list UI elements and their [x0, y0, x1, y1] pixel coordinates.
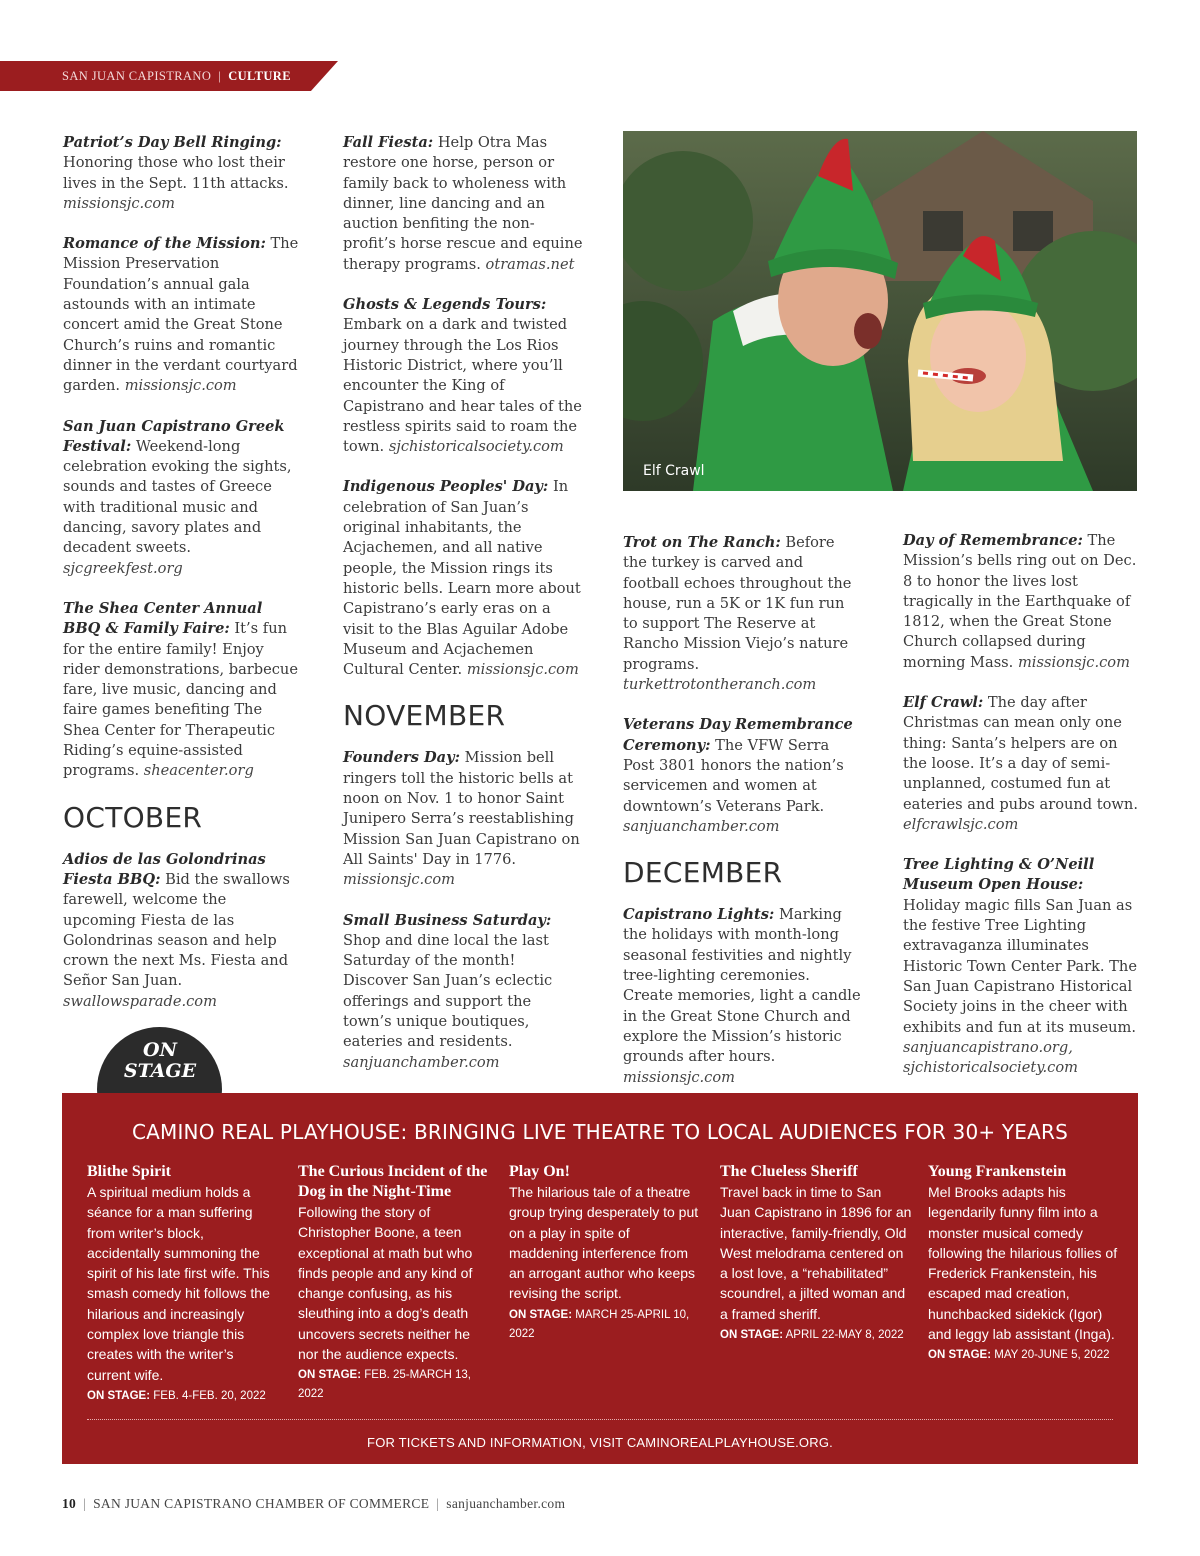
section-header: SAN JUAN CAPISTRANO | CULTURE	[62, 69, 291, 83]
events-column-3	[623, 533, 863, 1108]
events-column-4	[903, 531, 1143, 1098]
event-title: Ghosts & Legends Tours:	[343, 296, 547, 314]
event-entry	[343, 133, 583, 275]
on-stage-badge-label: ON STAGE	[123, 1039, 197, 1082]
event-entry	[903, 855, 1143, 1078]
show-dates: ON STAGE: MARCH 25-APRIL 10, 2022	[509, 1308, 690, 1340]
event-url[interactable]: elfcrawlsjc.com	[903, 815, 1019, 833]
event-description: The day after Christmas can mean only one thing: Santa’s helpers are on the loose. It’s a day of semi-unplanned, costumed fun at eateries and pubs around town.	[903, 694, 1138, 813]
events-column-1	[63, 133, 303, 1032]
event-entry	[623, 905, 863, 1088]
event-entry	[343, 911, 583, 1073]
event-description: Holiday magic fills San Juan as the festive Tree Lighting extravaganza illuminates Historic Town Center Park. The San Juan Capistrano Historical Society joins in the cheer with exhibits and fun at its museum.	[903, 896, 1137, 1036]
event-url[interactable]: missionsjc.com	[623, 1068, 735, 1086]
event-url[interactable]: sjchistoricalsociety.com	[388, 438, 564, 456]
event-description: The Mission Preservation Foundation’s annual gala astounds with an intimate concert amid the Great Stone Church’s ruins and romantic dinner in the verdant courtyard garden.	[63, 235, 299, 395]
event-entry	[63, 850, 303, 1012]
event-url[interactable]: missionsjc.com	[1017, 653, 1130, 671]
show-dates: ON STAGE: FEB. 4-FEB. 20, 2022	[87, 1389, 266, 1402]
event-description: Honoring those who lost their lives in the Sept. 11th attacks.	[63, 154, 289, 192]
event-title: Romance of the Mission:	[63, 235, 266, 253]
photo-caption: Elf Crawl	[643, 463, 705, 479]
tickets-info[interactable]: FOR TICKETS AND INFORMATION, VISIT CAMINOREALPLAYHOUSE.ORG.	[367, 1435, 833, 1450]
footer-site[interactable]: sanjuanchamber.com	[446, 1496, 566, 1511]
event-entry	[63, 599, 303, 782]
show-listing	[928, 1162, 1120, 1365]
event-description: Embark on a dark and twisted journey through the Los Rios Historic District, where you’ll encounter the King of Capistrano and hear tales of the restless spirits said to roam the town.	[343, 316, 582, 456]
month-heading-october: OCTOBER	[63, 800, 203, 834]
event-url[interactable]: turkettrotontheranch.com	[623, 676, 817, 694]
event-title: San Juan Capistrano Greek Festival:	[63, 417, 285, 455]
show-dates: ON STAGE: APRIL 22-MAY 8, 2022	[720, 1329, 904, 1342]
event-title: Fall Fiesta:	[343, 134, 434, 151]
show-dates: ON STAGE: MAY 20-JUNE 5, 2022	[928, 1349, 1110, 1362]
show-title: Blithe Spirit	[87, 1163, 172, 1180]
show-description: Travel back in time to San Juan Capistrano in 1896 for an interactive, family-friendly, Old West melodrama centered on a lost love, a “rehabilitated” scoundrel, a jilted woman and a framed sheriff.	[720, 1184, 912, 1322]
event-description: Before the turkey is carved and football echoes throughout the house, run a 5K or 1K fun run to support The Reserve at Rancho Mission Viejo’s nature programs.	[623, 534, 852, 673]
event-title: Capistrano Lights:	[623, 906, 775, 924]
event-description: In celebration of San Juan’s original inhabitants, the Acjachemen, and all native people, the Mission rings its historic bells. Learn more about Capistrano’s early eras on a visit to the Blas Aguilar Adobe Museum and Acjachemen Cultural Center.	[343, 478, 581, 679]
event-url[interactable]: missionsjc.com	[63, 194, 175, 212]
show-description: The hilarious tale of a theatre group trying desperately to put on a play in spite of maddening interference from an arrogant author who keeps revising the script.	[509, 1184, 699, 1302]
show-listing	[87, 1162, 279, 1406]
event-url[interactable]: sjcgreekfest.org	[63, 559, 183, 577]
event-title: Day of Remembrance:	[903, 532, 1083, 549]
show-title: Play On!	[509, 1163, 570, 1180]
event-entry	[343, 748, 583, 890]
show-title: The Clueless Sheriff	[720, 1163, 858, 1180]
event-title: Indigenous Peoples' Day:	[343, 478, 549, 496]
event-entry	[623, 533, 863, 695]
show-description: Following the story of Christopher Boone, a teen exceptional at math but who finds people and any kind of change confusing, as his sleuthing into a dog’s death uncovers secrets neither he nor the audience expects.	[298, 1204, 473, 1363]
page-number: 10	[62, 1496, 77, 1511]
event-description: The Mission’s bells ring out on Dec. 8 to honor the lives lost tragically in the Earthquake of 1812, when the Great Stone Church collapsed during morning Mass.	[903, 532, 1137, 671]
event-url[interactable]: missionsjc.com	[466, 661, 579, 679]
event-title: The Shea Center Annual BBQ & Family Faire:	[63, 599, 263, 638]
event-entry	[343, 295, 583, 457]
month-heading-november: NOVEMBER	[343, 699, 506, 733]
footer-org: SAN JUAN CAPISTRANO CHAMBER OF COMMERCE	[93, 1496, 430, 1511]
event-title: Tree Lighting & O’Neill Museum Open House:	[903, 856, 1095, 894]
event-url[interactable]: sanjuancapistrano.org, sjchistoricalsociety.com	[903, 1038, 1078, 1077]
event-description: Marking the holidays with month-long seasonal festivities and nightly tree-lighting ceremonies. Create memories, light a candle in the Great Stone Church and explore the Mission’s historic grounds after hours.	[623, 906, 861, 1066]
event-title: Trot on The Ranch:	[623, 534, 781, 551]
event-entry	[903, 693, 1143, 835]
event-description: Bid the swallows farewell, welcome the upcoming Fiesta de las Golondrinas season and help crown the next Ms. Fiesta and Señor San Juan.	[63, 870, 290, 990]
event-entry	[343, 477, 583, 680]
show-title: Young Frankenstein	[928, 1163, 1067, 1180]
event-description: It’s fun for the entire family! Enjoy rider demonstrations, barbecue fare, live music, dancing and faire games benefiting The Shea Center for Therapeutic Riding’s equine-assisted programs.	[63, 620, 298, 780]
events-column-2	[343, 133, 583, 1093]
event-title: Patriot’s Day Bell Ringing:	[63, 134, 282, 151]
event-entry	[63, 133, 303, 214]
month-heading-december: DECEMBER	[623, 856, 783, 890]
elf-crawl-photo	[623, 131, 1137, 491]
event-entry	[63, 234, 303, 396]
photo-illustration	[623, 131, 1137, 491]
show-listing	[509, 1162, 701, 1344]
event-description: Help Otra Mas restore one horse, person or family back to wholeness with dinner, line dancing and an auction benfiting the non-profit’s horse rescue and equine therapy programs.	[343, 134, 583, 273]
show-dates: ON STAGE: FEB. 25-MARCH 13, 2022	[298, 1369, 471, 1401]
event-description: Shop and dine local the last Saturday of the month! Discover San Juan’s eclectic offerings and support the town’s unique boutiques, eateries and residents.	[343, 931, 553, 1051]
event-url[interactable]: sanjuanchamber.com	[343, 1053, 500, 1071]
playhouse-title: CAMINO REAL PLAYHOUSE: BRINGING LIVE THEATRE TO LOCAL AUDIENCES FOR 30+ YEARS	[131, 1120, 1069, 1144]
event-url[interactable]: missionsjc.com	[124, 377, 237, 395]
header-section: CULTURE	[228, 69, 291, 83]
event-url[interactable]: otramas.net	[485, 255, 575, 273]
show-listing	[720, 1162, 912, 1345]
event-description: The VFW Serra Post 3801 honors the nation’s servicemen and women at downtown’s Veterans Park.	[623, 736, 844, 815]
event-title: Founders Day:	[343, 749, 460, 767]
event-title: Adios de las Golondrinas Fiesta BBQ:	[63, 850, 266, 888]
dotted-divider	[87, 1419, 1113, 1420]
event-description: Mission bell ringers toll the historic bells at noon on Nov. 1 to honor Saint Junipero Serra’s reestablishing Mission San Juan Capistrano on All Saints' Day in 1776.	[343, 749, 580, 868]
event-entry	[63, 417, 303, 579]
page-footer: 10 | SAN JUAN CAPISTRANO CHAMBER OF COMMERCE | sanjuanchamber.com	[62, 1496, 566, 1511]
show-description: Mel Brooks adapts his legendarily funny film into a monster musical comedy following the hilarious follies of Frederick Frankenstein, his escaped mad creation, hunchbacked sidekick (Igor) and leggy lab assistant (Inga).	[928, 1184, 1118, 1343]
event-url[interactable]: sheacenter.org	[143, 762, 254, 780]
event-title: Elf Crawl:	[903, 694, 984, 712]
show-description: A spiritual medium holds a séance for a man suffering from writer’s block, accidentally summoning the spirit of his late first wife. This smash comedy hit follows the hilarious and increasingly complex love triangle this creates with the writer’s current wife.	[87, 1184, 270, 1383]
event-title: Small Business Saturday:	[343, 911, 552, 929]
event-url[interactable]: swallowsparade.com	[63, 992, 217, 1010]
show-title: The Curious Incident of the Dog in the Night-Time	[298, 1163, 488, 1200]
event-url[interactable]: missionsjc.com	[343, 871, 455, 889]
event-entry	[623, 715, 863, 837]
event-url[interactable]: sanjuanchamber.com	[623, 817, 780, 835]
event-entry	[903, 531, 1143, 673]
event-description: Weekend-long celebration evoking the sights, sounds and tastes of Greece with traditional music and dancing, savory plates and decadent sweets.	[63, 437, 292, 557]
show-listing	[298, 1162, 490, 1404]
event-title: Veterans Day Remembrance Ceremony:	[623, 716, 853, 754]
header-location: SAN JUAN CAPISTRANO	[62, 69, 212, 83]
